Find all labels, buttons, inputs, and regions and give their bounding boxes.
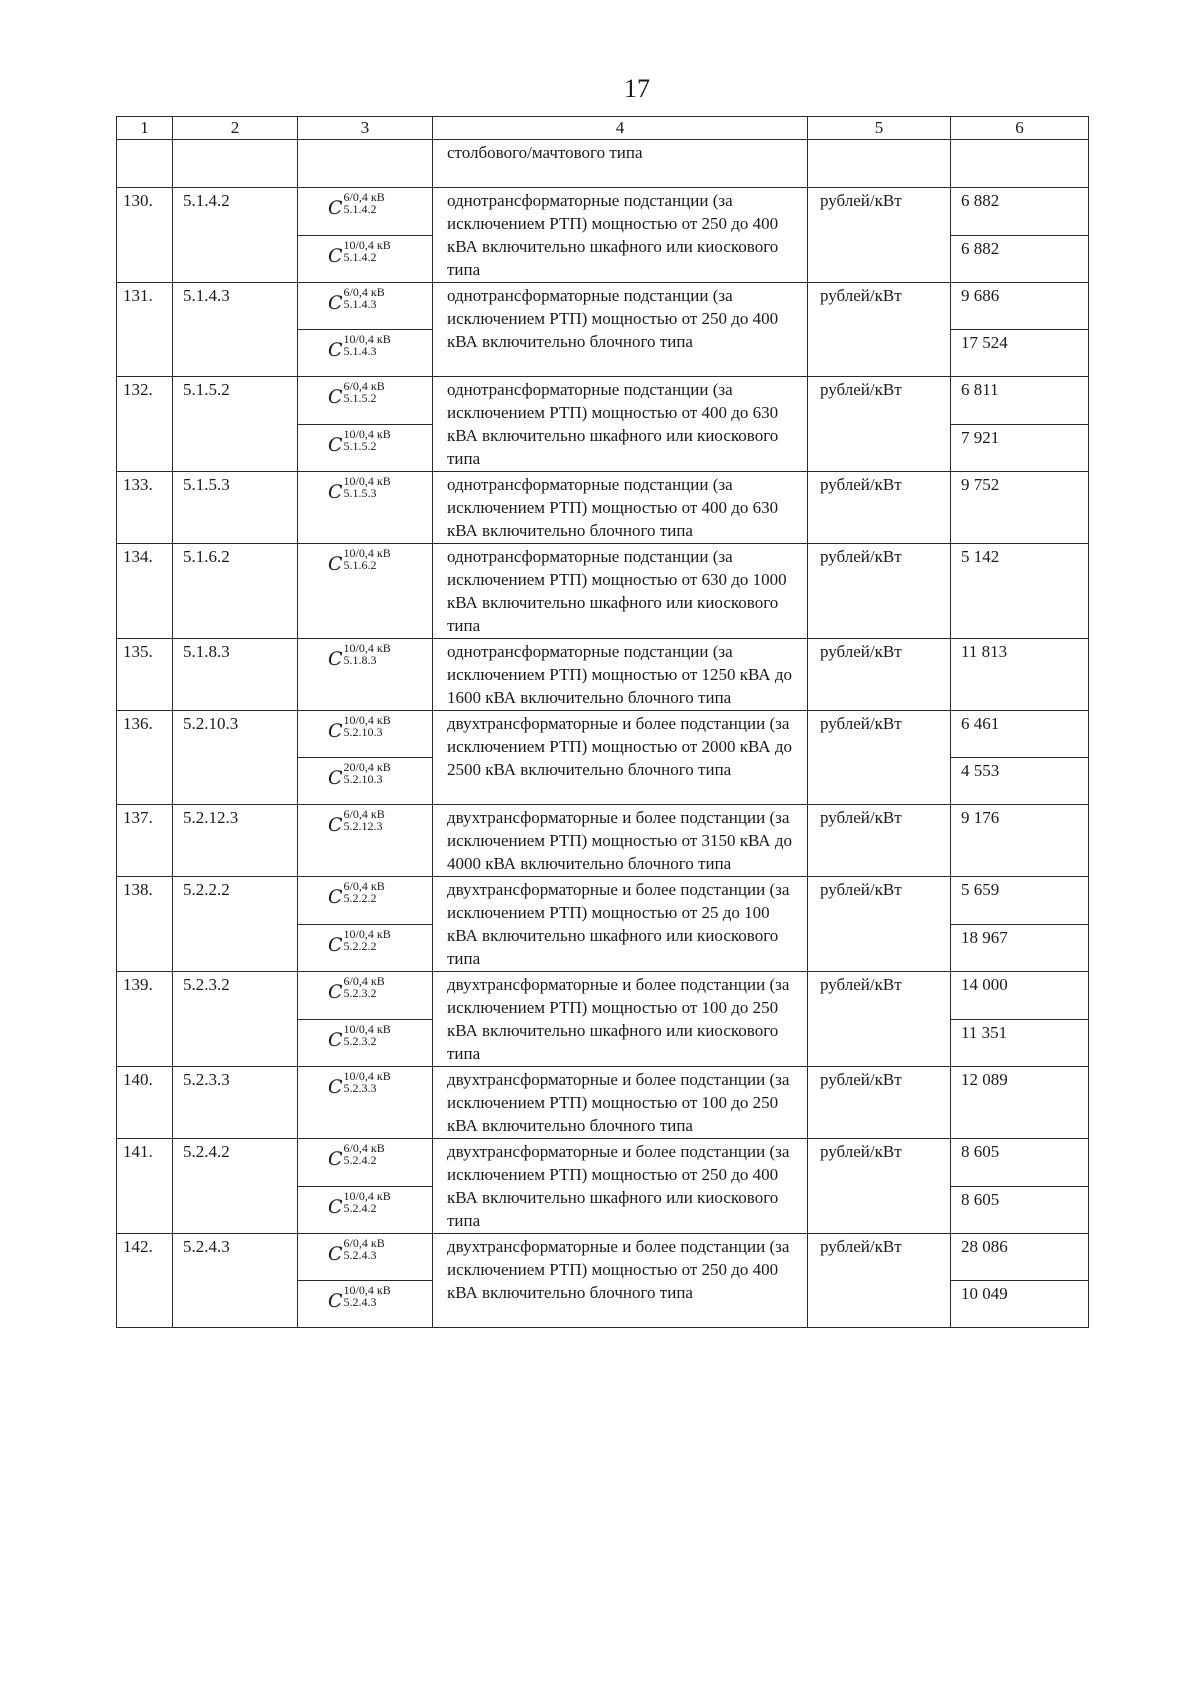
row-value: 4 553 (951, 758, 1089, 805)
row-value: 12 089 (951, 1067, 1089, 1139)
row-value: 5 142 (951, 544, 1089, 639)
cost-symbol-cell (298, 1019, 433, 1067)
cost-symbol (298, 283, 385, 329)
cost-symbol-cell (298, 1067, 433, 1139)
cost-symbol (298, 544, 391, 590)
row-value: 18 967 (951, 924, 1089, 972)
row-description: однотрансформаторные подстанции (за исключением РТП) мощностью от 250 до 400 кВА включительно шкафного или киоскового типа (433, 188, 808, 283)
cost-symbol (298, 1234, 385, 1280)
code-subscript: 5.1.4.2 (343, 202, 377, 216)
cost-symbol-letter: C (328, 1290, 343, 1312)
row-description: однотрансформаторные подстанции (за исключением РТП) мощностью от 630 до 1000 кВА включительно шкафного или киоскового типа (433, 544, 808, 639)
voltage-superscript: 10/0,4 кВ (343, 641, 391, 655)
row-number: 141. (117, 1139, 173, 1234)
code-subscript: 5.2.10.3 (343, 725, 383, 739)
cost-symbol-cell (298, 544, 433, 639)
cost-symbol (298, 188, 385, 234)
header-col-1: 1 (117, 117, 173, 140)
continuation-desc: столбового/мачтового типа (433, 140, 808, 188)
voltage-superscript: 20/0,4 кВ (343, 760, 391, 774)
header-col-5: 5 (808, 117, 951, 140)
code-subscript: 5.1.4.3 (343, 297, 377, 311)
row-value: 9 686 (951, 283, 1089, 330)
cost-symbol-letter: C (328, 481, 343, 503)
table-row (117, 877, 1089, 925)
cost-symbol-cell (298, 1234, 433, 1281)
cost-symbol (298, 377, 385, 423)
cost-symbol-letter: C (328, 886, 343, 908)
cost-symbol (298, 805, 385, 851)
table-row (117, 972, 1089, 1020)
row-value: 17 524 (951, 330, 1089, 377)
row-code: 5.1.5.2 (173, 377, 298, 472)
code-subscript: 5.2.4.3 (343, 1295, 377, 1309)
row-value: 14 000 (951, 972, 1089, 1020)
cost-symbol (298, 472, 391, 518)
row-code: 5.1.6.2 (173, 544, 298, 639)
voltage-superscript: 10/0,4 кВ (343, 926, 391, 941)
row-code: 5.2.10.3 (173, 711, 298, 805)
row-description: однотрансформаторные подстанции (за исключением РТП) мощностью от 1250 кВА до 1600 кВА включительно блочного типа (433, 639, 808, 711)
row-number: 134. (117, 544, 173, 639)
cost-symbol (298, 639, 391, 685)
table-row (117, 1234, 1089, 1281)
cost-symbol-letter: C (328, 648, 343, 670)
tariff-table (116, 116, 1089, 1328)
cost-symbol-letter: C (328, 553, 343, 575)
voltage-superscript: 10/0,4 кВ (343, 474, 391, 488)
table-row (117, 188, 1089, 236)
cost-symbol-cell (298, 924, 433, 972)
header-row (117, 117, 1089, 140)
cost-symbol (298, 1067, 391, 1113)
table-row (117, 544, 1089, 639)
row-code: 5.1.4.3 (173, 283, 298, 377)
row-value: 11 351 (951, 1019, 1089, 1067)
code-subscript: 5.1.5.2 (343, 438, 377, 453)
cost-symbol-cell (298, 972, 433, 1020)
code-subscript: 5.1.4.3 (343, 344, 377, 358)
row-unit: рублей/кВт (808, 877, 951, 972)
row-value: 6 882 (951, 188, 1089, 236)
row-unit: рублей/кВт (808, 283, 951, 377)
code-subscript: 5.2.4.2 (343, 1200, 377, 1215)
page-number: 17 (624, 74, 650, 103)
row-description: двухтрансформаторные и более подстанции (за исключением РТП) мощностью от 250 до 400 кВА включительно шкафного или киоскового типа (433, 1139, 808, 1234)
row-number: 139. (117, 972, 173, 1067)
cost-symbol-cell (298, 877, 433, 925)
row-value: 28 086 (951, 1234, 1089, 1281)
cost-symbol-cell (298, 1186, 433, 1234)
cost-symbol (298, 1187, 391, 1233)
cost-symbol-letter: C (328, 720, 343, 742)
cost-symbol-letter: C (328, 244, 343, 267)
voltage-superscript: 10/0,4 кВ (343, 1283, 391, 1297)
cost-symbol-cell (298, 283, 433, 330)
code-subscript: 5.2.4.2 (343, 1153, 377, 1167)
row-value: 9 752 (951, 472, 1089, 544)
row-value: 9 176 (951, 805, 1089, 877)
row-unit: рублей/кВт (808, 472, 951, 544)
code-subscript: 5.2.3.2 (343, 1033, 377, 1048)
cost-symbol-cell (298, 711, 433, 758)
row-code: 5.1.4.2 (173, 188, 298, 283)
voltage-superscript: 6/0,4 кВ (343, 1141, 385, 1155)
cost-symbol-letter: C (328, 933, 343, 956)
code-subscript: 5.1.5.3 (343, 486, 377, 500)
header-col-4: 4 (433, 117, 808, 140)
row-number: 138. (117, 877, 173, 972)
voltage-superscript: 10/0,4 кВ (343, 1188, 391, 1203)
row-value: 8 605 (951, 1139, 1089, 1187)
row-unit: рублей/кВт (808, 1234, 951, 1328)
cost-symbol-cell (298, 472, 433, 544)
header-col-2: 2 (173, 117, 298, 140)
cost-symbol (298, 330, 391, 376)
row-value: 8 605 (951, 1186, 1089, 1234)
table-body (117, 140, 1089, 1328)
cost-symbol (298, 425, 391, 471)
cost-symbol (298, 925, 391, 971)
table-row (117, 1067, 1089, 1139)
table-row (117, 472, 1089, 544)
cost-symbol-letter: C (328, 767, 343, 789)
row-description: двухтрансформаторные и более подстанции (за исключением РТП) мощностью от 100 до 250 кВА включительно шкафного или киоскового типа (433, 972, 808, 1067)
row-number: 136. (117, 711, 173, 805)
voltage-superscript: 10/0,4 кВ (343, 426, 391, 441)
cost-symbol-cell (298, 235, 433, 283)
cost-symbol (298, 1020, 391, 1066)
row-description: однотрансформаторные подстанции (за исключением РТП) мощностью от 400 до 630 кВА включительно шкафного или киоскового типа (433, 377, 808, 472)
row-description: однотрансформаторные подстанции (за исключением РТП) мощностью от 250 до 400 кВА включительно блочного типа (433, 283, 808, 377)
cost-symbol (298, 972, 385, 1018)
continuation-row (117, 140, 1089, 188)
row-number: 137. (117, 805, 173, 877)
cost-symbol-letter: C (328, 197, 343, 219)
cost-symbol-cell (298, 1139, 433, 1187)
table-row (117, 639, 1089, 711)
row-description: двухтрансформаторные и более подстанции (за исключением РТП) мощностью от 2000 кВА до 2500 кВА включительно блочного типа (433, 711, 808, 805)
cost-symbol-letter: C (328, 1076, 343, 1098)
cost-symbol-letter: C (328, 1028, 343, 1051)
voltage-superscript: 6/0,4 кВ (343, 379, 385, 393)
cost-symbol (298, 877, 385, 923)
table-row (117, 283, 1089, 330)
row-unit: рублей/кВт (808, 972, 951, 1067)
table-row (117, 1139, 1089, 1187)
table-row (117, 805, 1089, 877)
cost-symbol-letter: C (328, 292, 343, 314)
cost-symbol (298, 758, 391, 804)
code-subscript: 5.2.10.3 (343, 772, 383, 786)
row-unit: рублей/кВт (808, 377, 951, 472)
row-description: двухтрансформаторные и более подстанции (за исключением РТП) мощностью от 100 до 250 кВА включительно блочного типа (433, 1067, 808, 1139)
voltage-superscript: 10/0,4 кВ (343, 1021, 391, 1036)
cost-symbol (298, 1139, 385, 1185)
row-unit: рублей/кВт (808, 805, 951, 877)
header-col-3: 3 (298, 117, 433, 140)
code-subscript: 5.2.12.3 (343, 819, 383, 833)
row-value: 10 049 (951, 1281, 1089, 1328)
code-subscript: 5.2.2.2 (343, 891, 377, 905)
row-unit: рублей/кВт (808, 544, 951, 639)
cost-symbol-letter: C (328, 339, 343, 361)
cost-symbol-cell (298, 805, 433, 877)
voltage-superscript: 6/0,4 кВ (343, 879, 385, 893)
cost-symbol (298, 711, 391, 757)
row-description: двухтрансформаторные и более подстанции (за исключением РТП) мощностью от 3150 кВА до 4000 кВА включительно блочного типа (433, 805, 808, 877)
row-code: 5.2.3.3 (173, 1067, 298, 1139)
cost-symbol-cell (298, 639, 433, 711)
code-subscript: 5.1.4.2 (343, 249, 377, 264)
voltage-superscript: 6/0,4 кВ (343, 807, 385, 821)
code-subscript: 5.2.2.2 (343, 938, 377, 953)
code-subscript: 5.1.6.2 (343, 558, 377, 572)
row-value: 11 813 (951, 639, 1089, 711)
row-description: однотрансформаторные подстанции (за исключением РТП) мощностью от 400 до 630 кВА включительно блочного типа (433, 472, 808, 544)
cost-symbol-cell (298, 424, 433, 472)
cost-symbol-letter: C (328, 1195, 343, 1218)
cost-symbol-cell (298, 758, 433, 805)
cost-symbol-letter: C (328, 1243, 343, 1265)
voltage-superscript: 10/0,4 кВ (343, 237, 391, 252)
row-value: 6 882 (951, 235, 1089, 283)
cost-symbol-letter: C (328, 814, 343, 836)
row-number: 130. (117, 188, 173, 283)
voltage-superscript: 10/0,4 кВ (343, 546, 391, 560)
row-number: 140. (117, 1067, 173, 1139)
row-unit: рублей/кВт (808, 639, 951, 711)
cost-symbol-letter: C (328, 1148, 343, 1170)
row-code: 5.2.4.2 (173, 1139, 298, 1234)
row-code: 5.1.5.3 (173, 472, 298, 544)
code-subscript: 5.2.3.3 (343, 1081, 377, 1095)
cost-symbol (298, 1281, 391, 1327)
cost-symbol-letter: C (328, 981, 343, 1003)
voltage-superscript: 6/0,4 кВ (343, 974, 385, 988)
row-unit: рублей/кВт (808, 711, 951, 805)
row-code: 5.2.2.2 (173, 877, 298, 972)
voltage-superscript: 10/0,4 кВ (343, 332, 391, 346)
row-value: 6 461 (951, 711, 1089, 758)
voltage-superscript: 6/0,4 кВ (343, 285, 385, 299)
cost-symbol-cell (298, 1281, 433, 1328)
row-value: 6 811 (951, 377, 1089, 425)
voltage-superscript: 6/0,4 кВ (343, 1236, 385, 1250)
table-row (117, 711, 1089, 758)
row-code: 5.2.4.3 (173, 1234, 298, 1328)
code-subscript: 5.1.8.3 (343, 653, 377, 667)
row-unit: рублей/кВт (808, 1139, 951, 1234)
cost-symbol-letter: C (328, 433, 343, 456)
row-code: 5.2.3.2 (173, 972, 298, 1067)
row-code: 5.2.12.3 (173, 805, 298, 877)
row-description: двухтрансформаторные и более подстанции (за исключением РТП) мощностью от 25 до 100 кВА включительно шкафного или киоскового типа (433, 877, 808, 972)
row-unit: рублей/кВт (808, 1067, 951, 1139)
row-code: 5.1.8.3 (173, 639, 298, 711)
voltage-superscript: 6/0,4 кВ (343, 190, 385, 204)
row-unit: рублей/кВт (808, 188, 951, 283)
row-number: 142. (117, 1234, 173, 1328)
cost-symbol-cell (298, 188, 433, 236)
table-row (117, 377, 1089, 425)
code-subscript: 5.2.4.3 (343, 1248, 377, 1262)
cost-symbol-letter: C (328, 386, 343, 408)
cost-symbol-cell (298, 377, 433, 425)
row-value: 7 921 (951, 424, 1089, 472)
code-subscript: 5.2.3.2 (343, 986, 377, 1000)
cost-symbol (298, 236, 391, 282)
header-col-6: 6 (951, 117, 1089, 140)
row-value: 5 659 (951, 877, 1089, 925)
cost-symbol-cell (298, 330, 433, 377)
code-subscript: 5.1.5.2 (343, 391, 377, 405)
row-description: двухтрансформаторные и более подстанции (за исключением РТП) мощностью от 250 до 400 кВА включительно блочного типа (433, 1234, 808, 1328)
voltage-superscript: 10/0,4 кВ (343, 713, 391, 727)
voltage-superscript: 10/0,4 кВ (343, 1069, 391, 1083)
row-number: 135. (117, 639, 173, 711)
row-number: 133. (117, 472, 173, 544)
row-number: 132. (117, 377, 173, 472)
row-number: 131. (117, 283, 173, 377)
